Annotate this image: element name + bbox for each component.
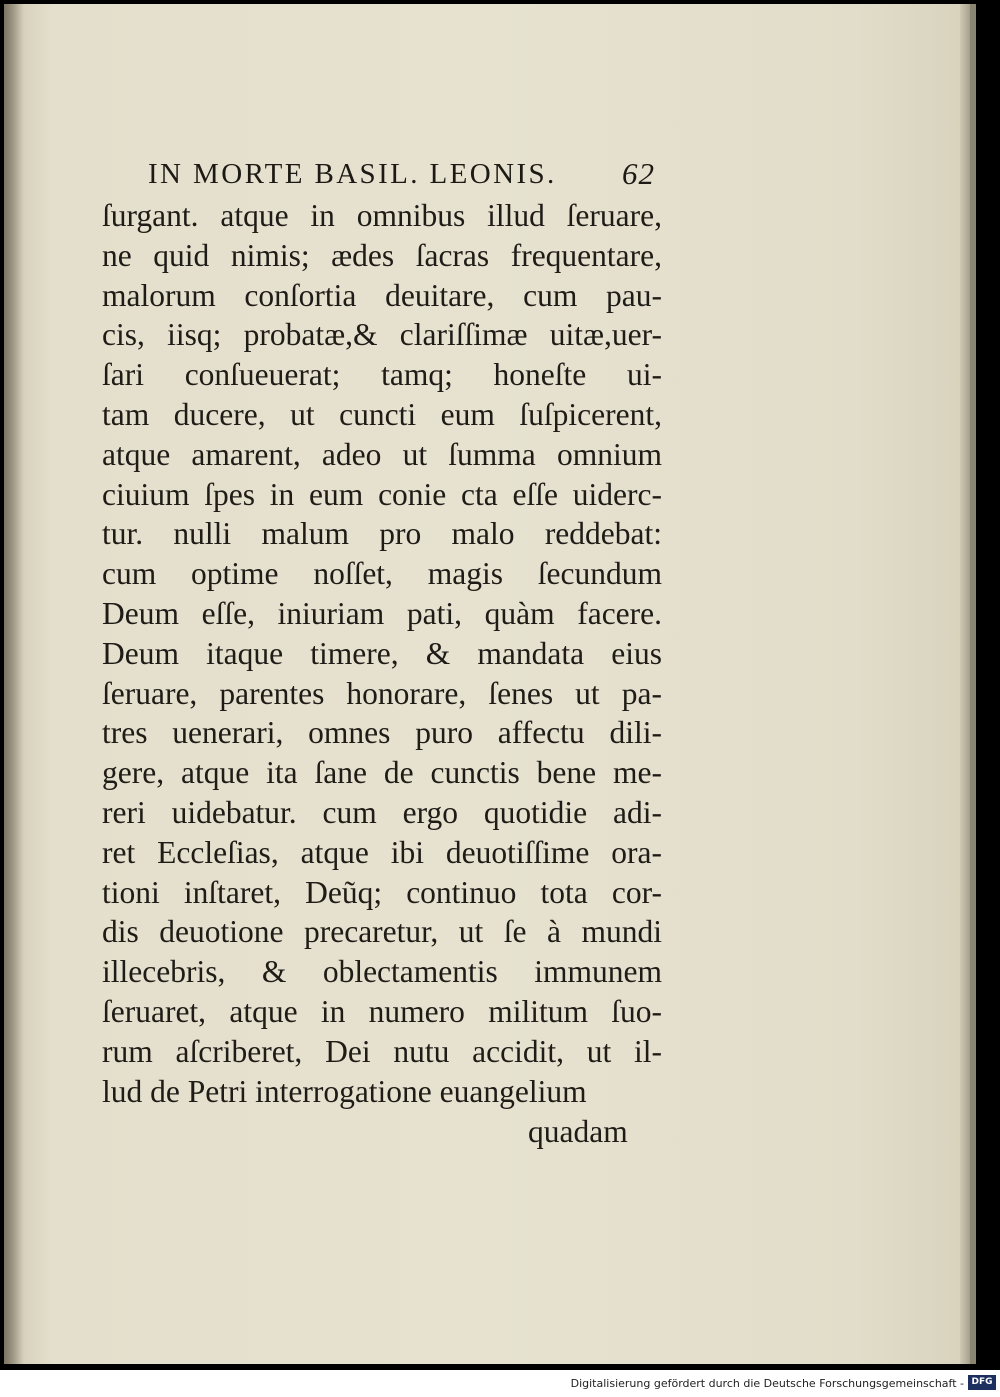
- text-line: lud de Petri interrogatione euangelium: [102, 1073, 587, 1109]
- text-line: ciuium ſpes in eum conie cta eſſe uiderc-: [102, 476, 662, 512]
- text-line: tioni inſtaret, Deũq; continuo tota cor-: [102, 874, 662, 910]
- text-line: ſeruare, parentes honorare, ſenes ut pa-: [102, 675, 662, 711]
- page-header: [148, 158, 668, 191]
- text-line: illecebris, & oblectamentis immunem: [102, 954, 662, 990]
- footer-bar: [0, 1370, 1000, 1397]
- gutter-shadow: [4, 4, 24, 1364]
- text-line: atque amarent, adeo ut ſumma omnium: [102, 436, 662, 472]
- text-line: tur. nulli malum pro malo reddebat:: [102, 516, 662, 552]
- text-line: malorum conſortia deuitare, cum pau-: [102, 277, 662, 313]
- text-line: reri uidebatur. cum ergo quotidie adi-: [102, 794, 662, 830]
- page-edge: [960, 4, 970, 1364]
- text-line: rum aſcriberet, Dei nutu accidit, ut il-: [102, 1033, 662, 1069]
- text-line: ret Eccleſias, atque ibi deuotiſſime ora-: [102, 834, 662, 870]
- running-title: IN MORTE BASIL. LEONIS.: [148, 158, 557, 190]
- text-line: tres uenerari, omnes puro affectu dili-: [102, 715, 662, 751]
- text-line: ne quid nimis; ædes ſacras frequentare,: [102, 237, 662, 273]
- text-line: cis, iisq; probatæ,& clariſſimæ uitæ,uer-: [102, 317, 662, 353]
- text-line: ſurgant. atque in omnibus illud ſeruare,: [102, 198, 662, 233]
- text-line: gere, atque ita ſane de cunctis bene me-: [102, 755, 662, 791]
- body-text: [102, 196, 662, 1111]
- text-line: Deum eſſe, iniuriam pati, quàm facere.: [102, 595, 662, 631]
- text-line: cum optime noſſet, magis ſecundum: [102, 556, 662, 592]
- text-line: ſeruaret, atque in numero militum ſuo-: [102, 993, 662, 1029]
- text-line: tam ducere, ut cuncti eum ſuſpicerent,: [102, 396, 662, 432]
- text-line: Deum itaque timere, & mandata eius: [102, 635, 662, 671]
- catchword: quadam: [528, 1114, 628, 1149]
- text-line: dis deuotione precaretur, ut ſe à mundi: [102, 914, 662, 950]
- footer-credit: Digitalisierung gefördert durch die Deutsche Forschungsgemeinschaft -: [570, 1377, 964, 1390]
- folio-number: 62: [622, 156, 655, 191]
- text-line: ſari conſueuerat; tamq; honeſte ui-: [102, 357, 662, 393]
- dfg-logo: DFG: [968, 1375, 996, 1390]
